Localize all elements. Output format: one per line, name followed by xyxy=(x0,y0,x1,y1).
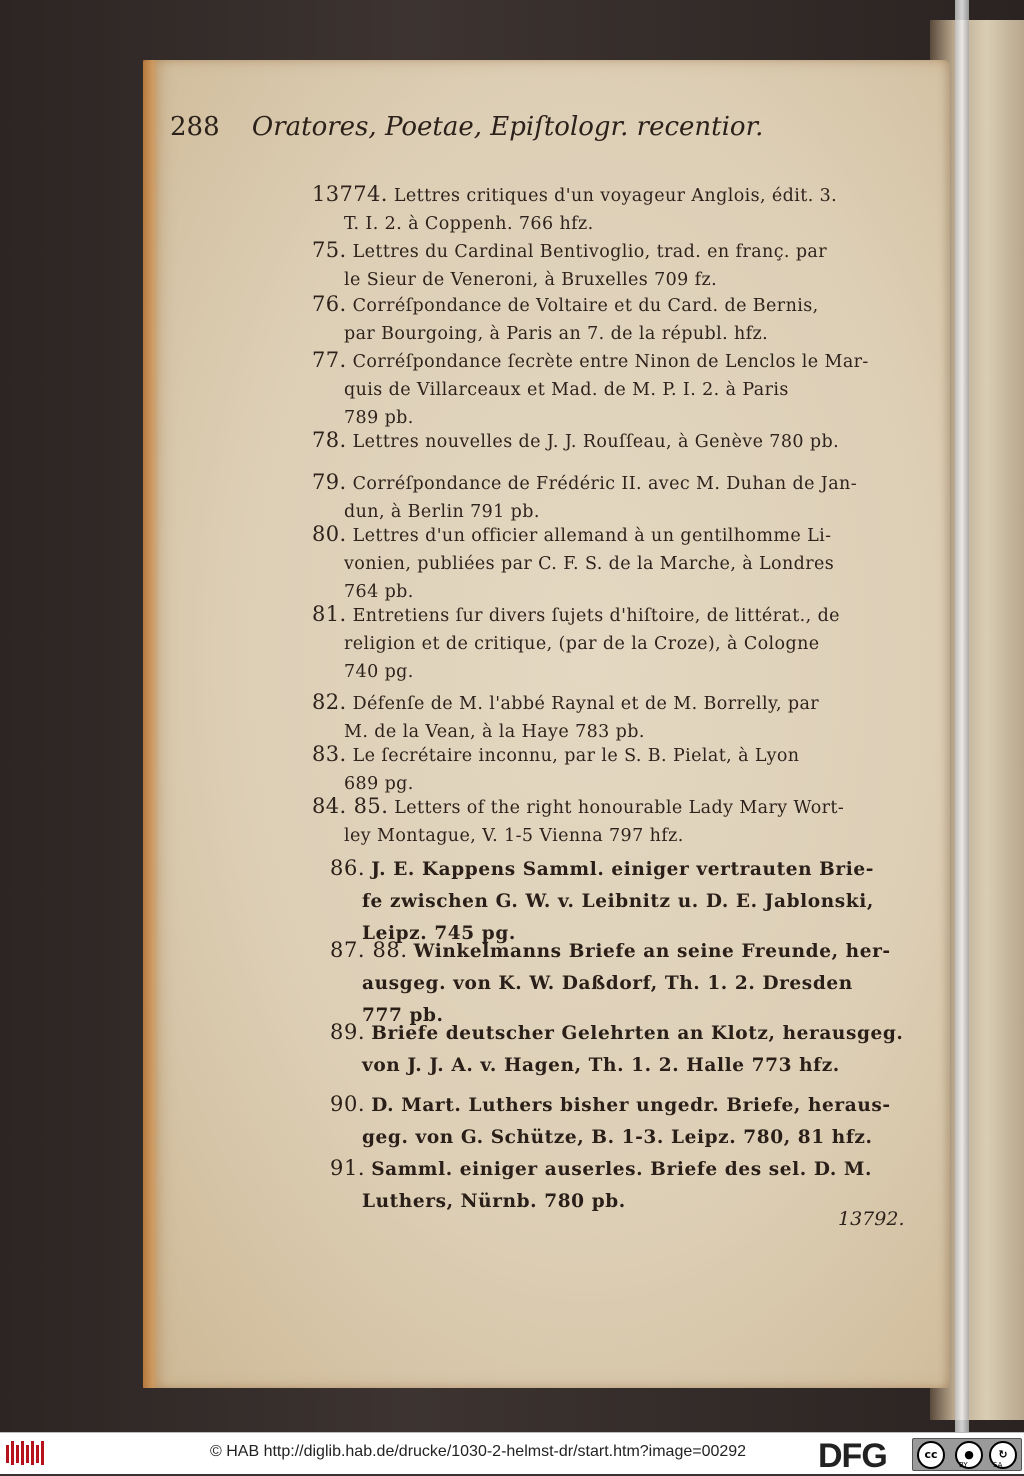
entry-number: 86. xyxy=(330,856,366,880)
entry-line: 740 pg. xyxy=(344,662,414,682)
entry-number: 77. xyxy=(312,348,347,372)
entry-line: Le ſecrétaire inconnu, par le S. B. Pielat, à Lyon xyxy=(352,746,800,766)
copyright-url[interactable]: © HAB http://diglib.hab.de/drucke/1030-2-helmst-dr/start.htm?image=00292 xyxy=(210,1443,747,1460)
catalog-entry xyxy=(312,180,912,238)
sa-label: SA xyxy=(993,1461,1003,1469)
catalog-entry xyxy=(312,600,912,686)
entry-number: 89. xyxy=(330,1020,366,1044)
catalog-entry xyxy=(312,520,912,606)
entry-line: dun, à Berlin 791 pb. xyxy=(344,502,540,522)
page-number: 288 xyxy=(170,112,220,142)
cc-icon: cc xyxy=(917,1441,945,1469)
entry-line: Lettres nouvelles de J. J. Rouſſeau, à Genève 780 pb. xyxy=(352,432,840,452)
entry-line: Letters of the right honourable Lady Mary Wort- xyxy=(394,798,845,818)
catchword: 13792. xyxy=(838,1208,905,1230)
entry-line: par Bourgoing, à Paris an 7. de la républ. hfz. xyxy=(344,324,769,344)
entry-number: 83. xyxy=(312,742,347,766)
dfg-logo: DFG xyxy=(818,1437,887,1475)
entry-line: T. I. 2. à Coppenh. 766 hfz. xyxy=(344,214,594,234)
entry-number: 87. 88. xyxy=(330,938,408,962)
catalog-entry xyxy=(312,468,912,526)
entry-line: ausgeg. von K. W. Daßdorf, Th. 1. 2. Dresden xyxy=(362,973,853,994)
entry-number: 76. xyxy=(312,292,347,316)
bookmark-strip xyxy=(955,0,969,1432)
entry-line: 689 pg. xyxy=(344,774,414,794)
entry-number: 13774. xyxy=(312,182,388,206)
entry-line: vonien, publiées par C. F. S. de la Marche, à Londres xyxy=(344,554,835,574)
entry-line: Corréſpondance de Voltaire et du Card. de Bernis, xyxy=(352,296,819,316)
entry-line: von J. J. A. v. Hagen, Th. 1. 2. Halle 773 hfz. xyxy=(362,1055,840,1076)
entry-line: Winkelmanns Briefe an seine Freunde, her- xyxy=(413,941,891,962)
entry-line: fe zwischen G. W. v. Leibnitz u. D. E. Jablonski, xyxy=(362,891,874,912)
entry-number: 75. xyxy=(312,238,347,262)
entry-line: Lettres critiques d'un voyageur Anglois, édit. 3. xyxy=(393,186,838,206)
viewer-footer xyxy=(0,1432,1024,1474)
entry-line: Défenſe de M. l'abbé Raynal et de M. Borrelly, par xyxy=(352,694,820,714)
entry-number: 80. xyxy=(312,522,347,546)
by-icon: ● xyxy=(955,1441,983,1469)
entry-line: Lettres du Cardinal Bentivoglio, trad. en franç. par xyxy=(352,242,828,262)
hab-logo-icon xyxy=(6,1439,48,1467)
by-label: BY xyxy=(959,1461,968,1469)
catalog-entry xyxy=(312,346,912,432)
catalog-entry-fraktur xyxy=(330,1016,930,1082)
entry-line: D. Mart. Luthers bisher ungedr. Briefe, heraus- xyxy=(371,1095,891,1116)
entry-line: le Sieur de Veneroni, à Bruxelles 709 fz. xyxy=(344,270,718,290)
running-head xyxy=(170,112,900,142)
entry-line: religion et de critique, (par de la Croze), à Cologne xyxy=(344,634,820,654)
catalog-entry xyxy=(312,740,912,798)
entry-line: Entretiens ſur divers ſujets d'hiſtoire, de littérat., de xyxy=(352,606,840,626)
entry-line: Luthers, Nürnb. 780 pb. xyxy=(362,1191,626,1212)
catalog-entry xyxy=(312,290,912,348)
entry-line: quis de Villarceaux et Mad. de M. P. I. 2. à Paris xyxy=(344,380,789,400)
entry-line: Leipz. 745 pg. xyxy=(362,923,516,944)
entry-line: 764 pb. xyxy=(344,582,414,602)
entry-line: ley Montague, V. 1-5 Vienna 797 hfz. xyxy=(344,826,684,846)
catalog-entry xyxy=(312,688,912,746)
entry-number: 90. xyxy=(330,1092,366,1116)
page-title: Oratores, Poetae, Epiſtologr. recentior. xyxy=(251,112,764,142)
entry-line: 777 pb. xyxy=(362,1005,444,1026)
sa-icon: ↻ xyxy=(989,1441,1017,1469)
entry-line: Lettres d'un officier allemand à un gentilhomme Li- xyxy=(352,526,832,546)
entry-line: Samml. einiger auserles. Briefe des sel. D. M. xyxy=(371,1159,873,1180)
entry-number: 78. xyxy=(312,428,347,452)
entry-line: Briefe deutscher Gelehrten an Klotz, herausgeg. xyxy=(371,1023,904,1044)
entry-line: Corréſpondance ſecrète entre Ninon de Lenclos le Mar- xyxy=(352,352,869,372)
cc-license-badge[interactable] xyxy=(912,1438,1022,1471)
catalog-entry xyxy=(312,426,912,456)
catalog-entry xyxy=(312,236,912,294)
entry-number: 84. 85. xyxy=(312,794,389,818)
catalog-entry xyxy=(312,792,912,850)
entry-number: 81. xyxy=(312,602,347,626)
entry-number: 79. xyxy=(312,470,347,494)
entry-line: Corréſpondance de Frédéric II. avec M. Duhan de Jan- xyxy=(352,474,858,494)
entry-line: 789 pb. xyxy=(344,408,414,428)
entry-number: 91. xyxy=(330,1156,366,1180)
entry-line: geg. von G. Schütze, B. 1-3. Leipz. 780, 81 hfz. xyxy=(362,1127,873,1148)
entry-number: 82. xyxy=(312,690,347,714)
catalog-entry-fraktur xyxy=(330,1088,930,1154)
entry-line: J. E. Kappens Samml. einiger vertrauten Brie- xyxy=(371,859,875,880)
entry-line: M. de la Vean, à la Haye 783 pb. xyxy=(344,722,645,742)
